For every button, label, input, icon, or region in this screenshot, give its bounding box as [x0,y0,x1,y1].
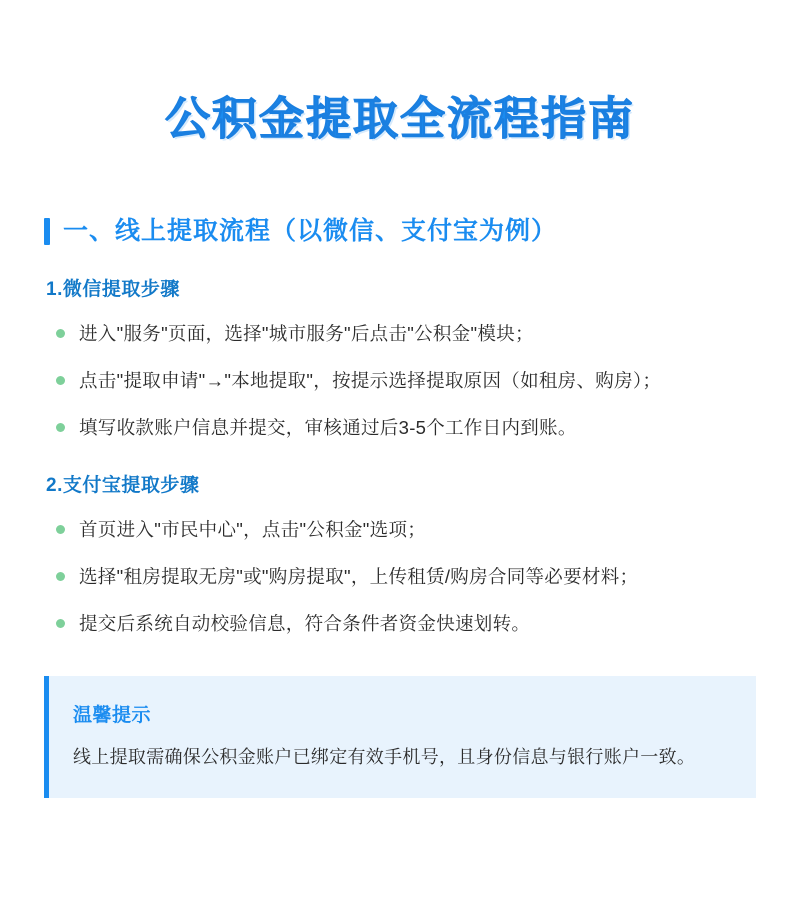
bullet-dot-icon [56,329,65,338]
tip-title: 温馨提示 [73,705,152,727]
bullet-dot-icon [56,376,65,385]
section-heading-label: 一、线上提取流程（以微信、支付宝为例） [63,217,558,246]
list-item-text: 选择"租房提取无房"或"购房提取"，上传租赁/购房合同等必要材料； [79,565,639,587]
steps-list-wechat [44,320,756,442]
list-item [44,563,756,592]
list-item [44,367,756,396]
bullet-dot-icon [56,423,65,432]
sub-heading-wechat: 1.微信提取步骤 [46,279,180,301]
list-item-text: 进入"服务"页面，选择"城市服务"后点击"公积金"模块； [79,323,534,345]
bullet-dot-icon [56,525,65,534]
section-heading [44,216,756,246]
list-item [44,320,756,349]
tip-callout [44,676,756,798]
section-accent-bar [44,218,50,245]
list-item [44,610,756,639]
list-item-text: 点击"提取申请"→"本地提取"，按提示选择提取原因（如租房、购房）； [79,369,662,391]
page-title: 公积金提取全流程指南 [164,93,635,145]
bullet-dot-icon [56,619,65,628]
list-item-text: 提交后系统自动校验信息，符合条件者资金快速划转。 [79,612,531,634]
list-item-text: 填写收款账户信息并提交，审核通过后3-5个工作日内到账。 [79,416,577,438]
title-container [44,0,756,176]
steps-list-alipay [44,516,756,638]
tip-body: 线上提取需确保公积金账户已绑定有效手机号，且身份信息与银行账户一致。 [73,747,696,768]
list-item-text: 首页进入"市民中心"，点击"公积金"选项； [79,519,427,541]
bullet-dot-icon [56,572,65,581]
sub-heading-alipay: 2.支付宝提取步骤 [46,475,200,497]
list-item [44,516,756,545]
list-item [44,414,756,443]
